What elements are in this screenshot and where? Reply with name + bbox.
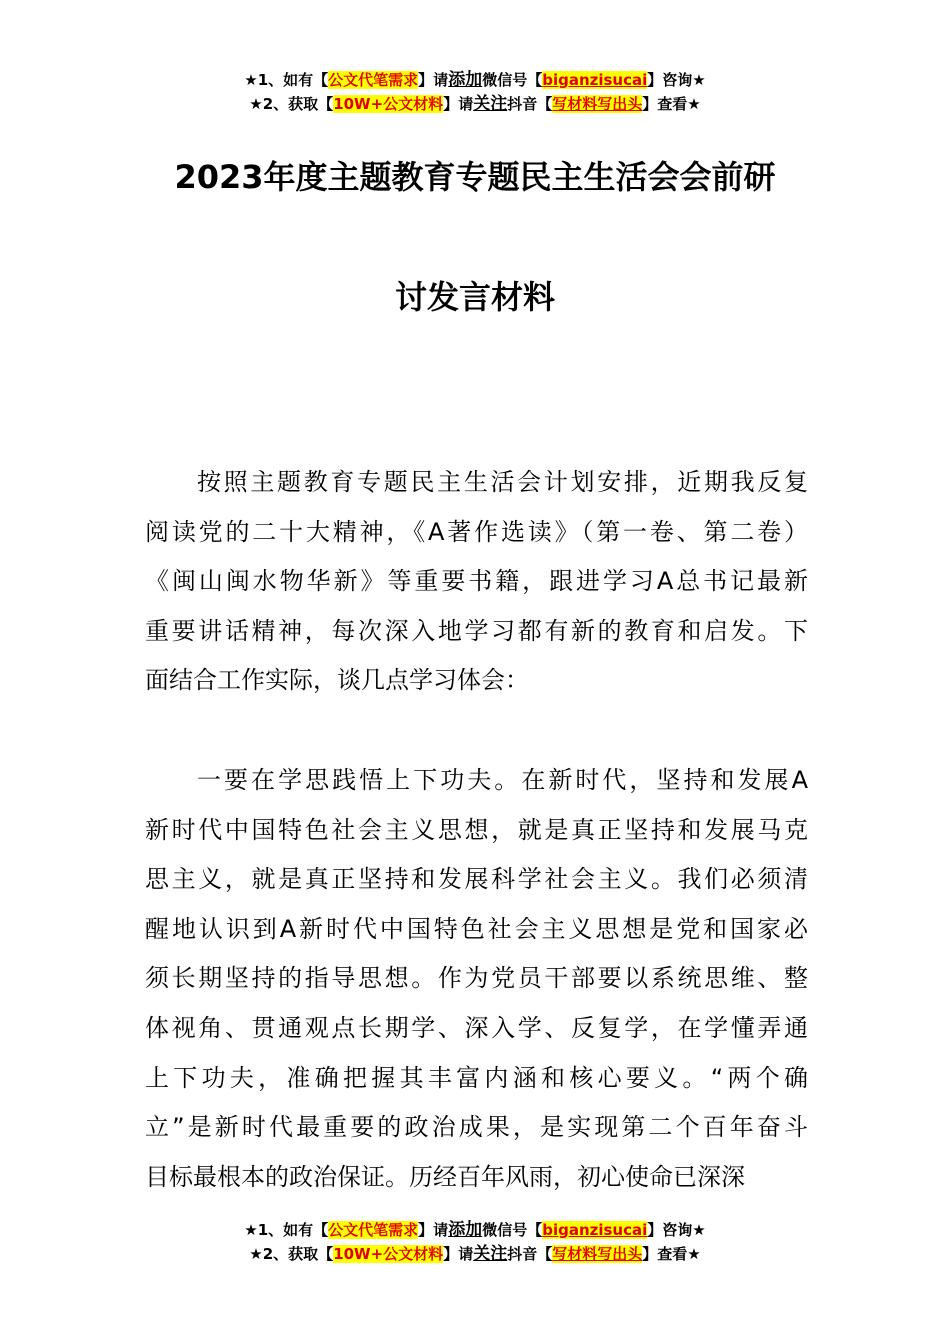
highlight-text: 公文代笔需求 [328, 71, 419, 89]
text-line: 目标最根本的政治保证。历经百年风雨，初心使命已深深 [145, 1162, 745, 1191]
emphasis-text: 关注 [473, 94, 508, 114]
promo-line-2 [0, 1242, 950, 1266]
text: 】咨询★ [647, 1221, 706, 1239]
highlight-text: 10W+公文材料 [333, 95, 444, 113]
paragraph-2 [145, 756, 808, 1202]
douyin-id: 写材料写出头 [552, 95, 643, 113]
text: ★1、如有【 [244, 1221, 329, 1239]
text: 抖音【 [507, 1245, 553, 1263]
text: 】咨询★ [647, 71, 706, 89]
text: 】请 [443, 95, 474, 113]
text: 微信号【 [482, 71, 543, 89]
document-title-line-1: 2023年度主题教育专题民主生活会会前研 [174, 158, 776, 196]
text-line: 阅读党的二十大精神，《A著作选读》（第一卷、第二卷） [145, 517, 808, 546]
text: ★1、如有【 [244, 71, 329, 89]
text-line: 《闽山闽水物华新》等重要书籍，跟进学习A总书记最新 [145, 567, 808, 596]
text: 】请 [443, 1245, 474, 1263]
promo-line-2 [0, 92, 950, 116]
text: 抖音【 [507, 95, 553, 113]
text: ★2、获取【 [249, 95, 334, 113]
text: ★2、获取【 [249, 1245, 334, 1263]
promo-banner-top [0, 68, 950, 116]
text-line: 体视角、贯通观点长期学、深入学、反复学，在学懂弄通 [145, 1013, 808, 1042]
emphasis-text: 关注 [473, 1244, 508, 1264]
paragraph-1 [145, 458, 808, 706]
text: 】查看★ [642, 95, 701, 113]
text-line: 重要讲话精神，每次深入地学习都有新的教育和启发。下 [145, 616, 808, 645]
text: 】请 [418, 71, 449, 89]
text-line: 一要在学思践悟上下功夫。在新时代，坚持和发展A [197, 766, 808, 794]
wechat-id: biganzisucai [542, 1221, 648, 1239]
highlight-text: 10W+公文材料 [333, 1245, 444, 1263]
text-line: 醒地认识到A新时代中国特色社会主义思想是党和国家必 [145, 914, 808, 943]
text-line: 面结合工作实际，谈几点学习体会： [145, 666, 529, 695]
douyin-id: 写材料写出头 [552, 1245, 643, 1263]
promo-line-1 [0, 1218, 950, 1242]
emphasis-text: 添加 [448, 70, 483, 90]
promo-banner-bottom [0, 1218, 950, 1266]
highlight-text: 公文代笔需求 [328, 1221, 419, 1239]
wechat-id: biganzisucai [542, 71, 648, 89]
text-line: 思主义，就是真正坚持和发展科学社会主义。我们必须清 [145, 865, 808, 894]
document-title-line-2: 讨发言材料 [394, 278, 555, 316]
text-line: 须长期坚持的指导思想。作为党员干部要以系统思维、整 [145, 964, 808, 993]
promo-line-1 [0, 68, 950, 92]
text-line: 新时代中国特色社会主义思想，就是真正坚持和发展马克 [145, 815, 808, 844]
emphasis-text: 添加 [448, 1220, 483, 1240]
text-line: 上下功夫，准确把握其丰富内涵和核心要义。“两个确 [145, 1063, 808, 1092]
text: 微信号【 [482, 1221, 543, 1239]
text-line: 按照主题教育专题民主生活会计划安排，近期我反复 [197, 468, 808, 496]
text: 】查看★ [642, 1245, 701, 1263]
text-line: 立”是新时代最重要的政治成果，是实现第二个百年奋斗 [145, 1113, 808, 1142]
text: 】请 [418, 1221, 449, 1239]
